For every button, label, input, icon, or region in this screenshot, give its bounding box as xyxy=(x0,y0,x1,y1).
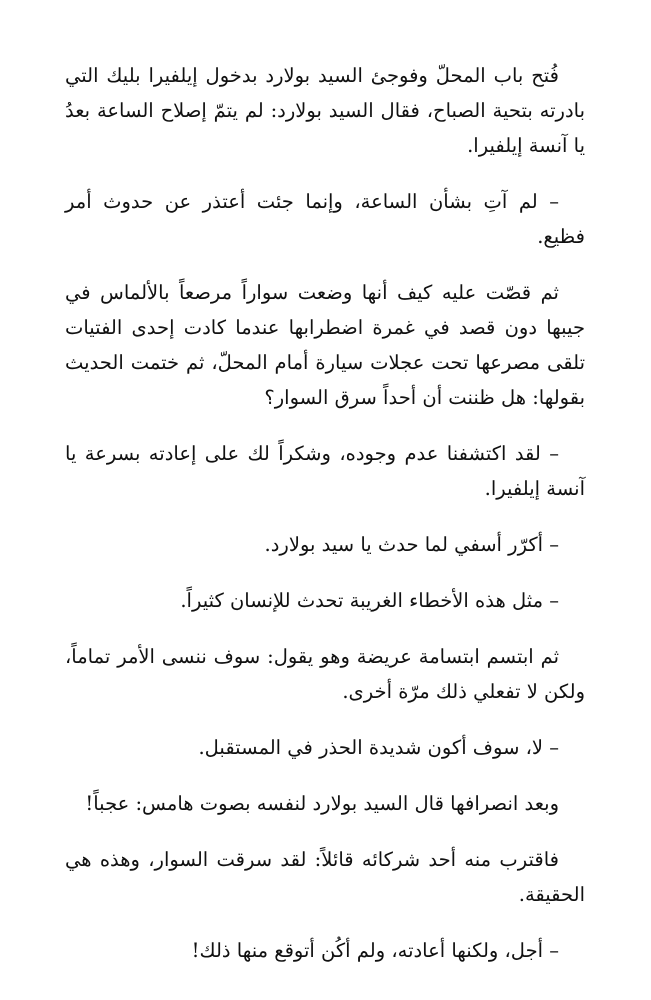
paragraph-10: فاقترب منه أحد شركائه قائلاً: لقد سرقت السوار، وهذه هي الحقيقة. xyxy=(65,848,585,906)
paragraph-3: ثم قصّت عليه كيف أنها وضعت سواراً مرصعاً بالألماس في جيبها دون قصد في غمرة اضطرابها عندما كادت إحدى الفتيات تلقى مصرعها تحت عجلات سيارة أمام المحلّ، ثم ختمت الحديث بقولها: هل ظننت أن أحداً سرق السوار؟ xyxy=(65,281,585,409)
paragraph-7: ثم ابتسم ابتسامة عريضة وهو يقول: سوف ننسى الأمر تماماً، ولكن لا تفعلي ذلك مرّة أخرى. xyxy=(65,645,585,703)
paragraph-11: – أجل، ولكنها أعادته، ولم أكُن أتوقع منها ذلك! xyxy=(191,939,559,962)
paragraph-5: – أكرّر أسفي لما حدث يا سيد بولارد. xyxy=(264,533,559,556)
paragraph-6: – مثل هذه الأخطاء الغريبة تحدث للإنسان كثيراً. xyxy=(180,589,559,612)
document-page xyxy=(65,58,585,968)
paragraph-2: – لم آتِ بشأن الساعة، وإنما جئت أعتذر عن حدوث أمر فظيع. xyxy=(65,190,585,248)
paragraph-9: وبعد انصرافها قال السيد بولارد لنفسه بصوت هامس: عجباً! xyxy=(85,792,559,815)
paragraph-8: – لا، سوف أكون شديدة الحذر في المستقبل. xyxy=(198,736,559,759)
paragraph-4: – لقد اكتشفنا عدم وجوده، وشكراً لك على إعادته بسرعة يا آنسة إيلفيرا. xyxy=(65,442,585,500)
paragraph-1: فُتح باب المحلّ وفوجئ السيد بولارد بدخول إيلفيرا بليك التي بادرته بتحية الصباح، فقال السيد بولارد: لم يتمّ إصلاح الساعة بعدُ يا آنسة إيلفيرا. xyxy=(65,64,585,157)
